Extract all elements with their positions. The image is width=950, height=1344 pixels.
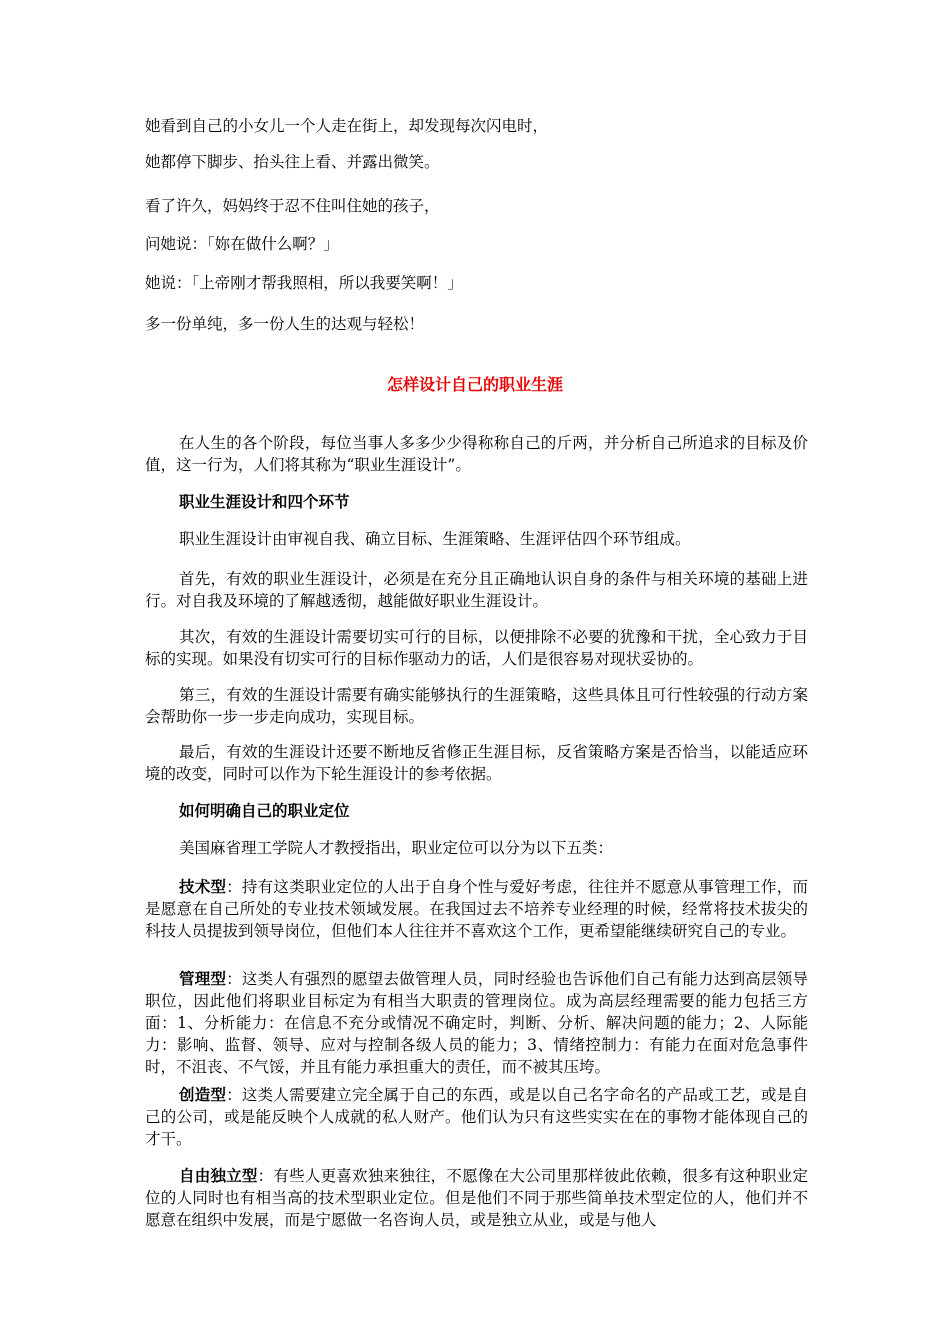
career-type-paragraph (145, 1165, 808, 1231)
career-type-term: 创造型 (179, 1085, 227, 1104)
career-type-text: ：这类人需要建立完全属于自己的东西，或是以自己名字命名的产品或工艺，或是自己的公司，或是能反映个人成就的私人财产。他们认为只有这些实实在在的事物才能体现自己的才干。 (145, 1086, 808, 1148)
career-type-paragraph (145, 876, 808, 942)
career-type-term: 技术型 (179, 877, 227, 896)
career-type-paragraph (145, 1084, 808, 1150)
story-line: 看了许久，妈妈终于忍不住叫住她的孩子， (145, 197, 440, 215)
career-type-term: 自由独立型 (179, 1166, 258, 1185)
paragraph: 第三，有效的生涯设计需要有确实能够执行的生涯策略，这些具体且可行性较强的行动方案会帮助你一步一步走向成功，实现目标。 (145, 686, 808, 726)
paragraph: 美国麻省理工学院人才教授指出，职业定位可以分为以下五类： (179, 839, 614, 857)
section-heading: 如何明确自己的职业定位 (179, 802, 350, 820)
paragraph: 其次，有效的生涯设计需要切实可行的目标，以便排除不必要的犹豫和干扰，全心致力于目标的实现。如果没有切实可行的目标作驱动力的话，人们是很容易对现状妥协的。 (145, 628, 808, 668)
career-type-text: ：持有这类职业定位的人出于自身个性与爱好考虑，往往并不愿意从事管理工作，而是愿意在自己所处的专业技术领域发展。在我国过去不培养专业经理的时候，经常将技术拔尖的科技人员提拔到领导岗位，但他们本人往往并不喜欢这个工作，更希望能继续研究自己的专业。 (145, 878, 808, 940)
section-heading: 职业生涯设计和四个环节 (179, 493, 350, 511)
career-type-text: ：这类人有强烈的愿望去做管理人员，同时经验也告诉他们自己有能力达到高层领导职位，因此他们将职业目标定为有相当大职责的管理岗位。成为高层经理需要的能力包括三方面：1、分析能力：在信息不充分或情况不确定时，判断、分析、解决问题的能力；2、人际能力：影响、监督、领导、应对与控制各级人员的能力；3、情绪控制力：有能力在面对危急事件时，不沮丧、不气馁，并且有能力承担重大的责任，而不被其压垮。 (145, 970, 808, 1076)
intro-paragraph: 在人生的各个阶段，每位当事人多多少少得称称自己的斤两，并分析自己所追求的目标及价值，这一行为，人们将其称为“职业生涯设计”。 (145, 434, 808, 474)
paragraph: 最后，有效的生涯设计还要不断地反省修正生涯目标，反省策略方案是否恰当，以能适应环境的改变，同时可以作为下轮生涯设计的参考依据。 (145, 743, 808, 783)
paragraph: 首先，有效的职业生涯设计，必须是在充分且正确地认识自身的条件与相关环境的基础上进行。对自我及环境的了解越透彻，越能做好职业生涯设计。 (145, 570, 808, 610)
career-type-term: 管理型 (179, 969, 227, 988)
career-type-text: ：有些人更喜欢独来独往，不愿像在大公司里那样彼此依赖，很多有这种职业定位的人同时也有相当高的技术型职业定位。但是他们不同于那些简单技术型定位的人，他们并不愿意在组织中发展，而是宁愿做一名咨询人员，或是独立从业，或是与他人 (145, 1167, 808, 1229)
story-line: 她看到自己的小女儿一个人走在街上，却发现每次闪电时， (145, 117, 549, 135)
article-title: 怎样设计自己的职业生涯 (386, 375, 563, 394)
story-line: 她说：「上帝刚才帮我照相，所以我要笑啊！」 (145, 274, 463, 292)
story-line: 问她说：「妳在做什么啊？」 (145, 235, 339, 253)
story-line: 多一份单纯，多一份人生的达观与轻松！ (145, 315, 425, 333)
story-line: 她都停下脚步、抬头往上看、并露出微笑。 (145, 153, 440, 171)
career-type-paragraph (145, 968, 808, 1078)
paragraph: 职业生涯设计由审视自我、确立目标、生涯策略、生涯评估四个环节组成。 (179, 530, 691, 548)
